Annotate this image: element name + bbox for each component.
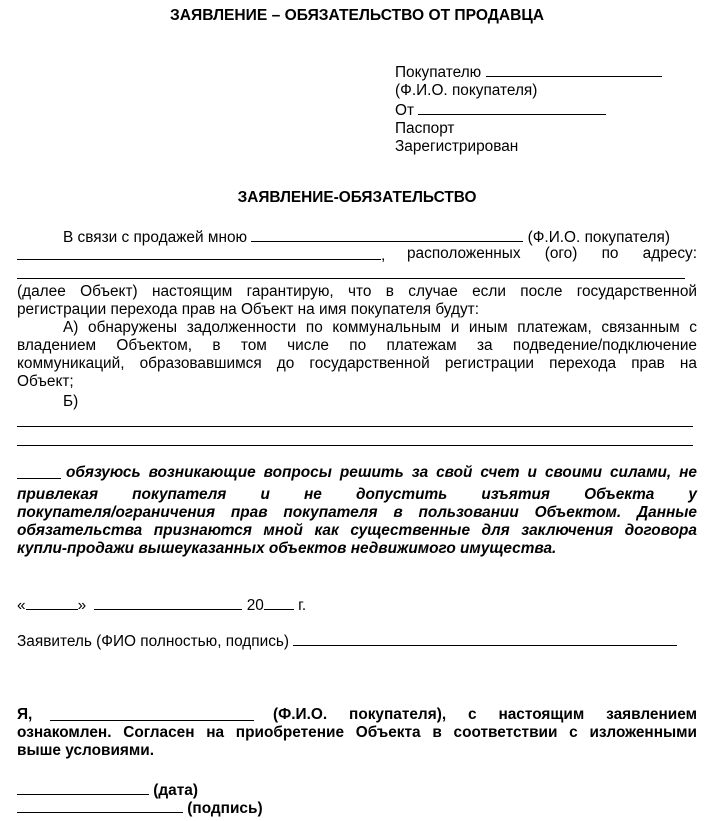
from-blank bbox=[418, 100, 606, 115]
intro-text: В связи с продажей мною bbox=[63, 229, 248, 246]
from-line bbox=[395, 100, 695, 120]
buyer-ack-line-1 bbox=[17, 706, 697, 724]
obligation-line-2: привлекая покупателя и не допустить изъятия Объекта у bbox=[17, 486, 697, 503]
item-b: Б) bbox=[63, 393, 79, 410]
passport-label: Паспорт bbox=[395, 120, 455, 137]
date-line bbox=[17, 595, 697, 615]
line-2 bbox=[17, 245, 697, 265]
to-label: Покупателю bbox=[395, 64, 482, 81]
buyer-ack-prefix: Я, bbox=[17, 706, 33, 723]
open-quote: « bbox=[17, 597, 26, 614]
intro-line bbox=[63, 227, 697, 247]
year-blank bbox=[264, 595, 294, 610]
applicant-label: Заявитель (ФИО полностью, подпись) bbox=[17, 633, 290, 650]
item-a-line-4: Объект; bbox=[17, 373, 74, 390]
obligation-line-3: покупателя/ограничения прав покупателя в пользовании Объектом. Данные bbox=[17, 504, 697, 521]
buyer-date-line bbox=[17, 780, 697, 800]
buyer-date-blank bbox=[17, 780, 149, 795]
year-prefix: 20 bbox=[246, 597, 264, 614]
from-label: От bbox=[395, 102, 415, 119]
buyer-name-blank bbox=[50, 706, 254, 721]
day-blank bbox=[26, 595, 78, 610]
body-line-4: (далее Объект) настоящим гарантирую, что в случае если после государственной bbox=[17, 283, 697, 300]
buyer-signature-line bbox=[17, 798, 697, 818]
buyer-date-label: (дата) bbox=[153, 782, 198, 799]
object-blank bbox=[17, 245, 381, 260]
comma: , bbox=[381, 247, 386, 264]
month-blank bbox=[94, 595, 242, 610]
to-line bbox=[395, 62, 695, 82]
year-suffix: г. bbox=[298, 597, 307, 614]
applicant-signature-blank bbox=[293, 631, 677, 646]
item-a-line-2: владением Объектом, в том числе по платежам за подведение/подключение bbox=[17, 337, 697, 354]
blank-rule-2 bbox=[17, 445, 693, 446]
registered-label: Зарегистрирован bbox=[395, 138, 519, 155]
obligation-blank bbox=[17, 464, 61, 479]
address-blank bbox=[17, 278, 685, 279]
body-line-5: регистрации перехода прав на Объект на имя покупателя будут: bbox=[17, 301, 479, 318]
seller-object-blank bbox=[251, 227, 523, 242]
document-title: ЗАЯВЛЕНИЕ – ОБЯЗАТЕЛЬСТВО ОТ ПРОДАВЦА bbox=[169, 7, 545, 24]
obligation-line-4: обязательства признаются мной как существенные для заключения договора bbox=[17, 522, 697, 539]
close-quote: » bbox=[77, 597, 87, 614]
subtitle: ЗАЯВЛЕНИЕ-ОБЯЗАТЕЛЬСТВО bbox=[237, 189, 477, 206]
item-a-line-1: А) обнаружены задолженности по коммунальным и иным платежам, связанным с bbox=[63, 319, 697, 336]
address-label: расположенных (ого) по адресу: bbox=[407, 245, 697, 262]
item-a-line-3: коммуникаций, образовавшимся до государственной регистрации перехода прав на bbox=[17, 355, 697, 372]
obligation-line-1 bbox=[17, 464, 697, 484]
buyer-ack-line-2: ознакомлен. Согласен на приобретение Объекта в соответствии с изложенными bbox=[17, 724, 697, 741]
to-hint: (Ф.И.О. покупателя) bbox=[395, 82, 538, 99]
buyer-signature-label: (подпись) bbox=[187, 800, 263, 817]
to-blank bbox=[486, 62, 662, 77]
intro-hint: (Ф.И.О. покупателя) bbox=[527, 229, 670, 246]
obligation-line-5: купли-продажи вышеуказанных объектов недвижимого имущества. bbox=[17, 540, 557, 557]
buyer-signature-blank bbox=[17, 798, 183, 813]
obligation-text-1: обязуюсь возникающие вопросы решить за свой счет и своими силами, не bbox=[66, 464, 697, 481]
blank-rule-1 bbox=[17, 426, 693, 427]
buyer-ack-line-3: выше условиями. bbox=[17, 742, 155, 759]
addressee-block bbox=[395, 62, 695, 156]
buyer-ack-text: (Ф.И.О. покупателя), с настоящим заявлением bbox=[273, 706, 697, 723]
applicant-line bbox=[17, 631, 697, 651]
